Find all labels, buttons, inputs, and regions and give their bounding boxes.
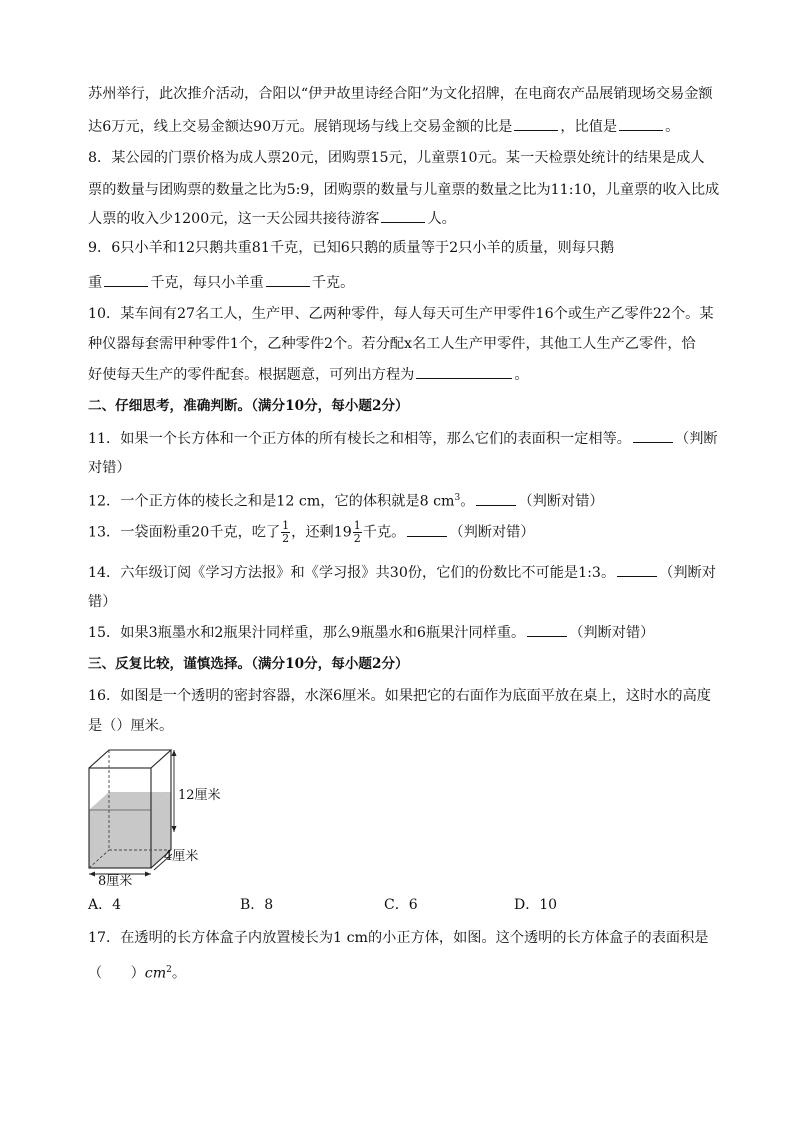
fraction: $\frac{1}{2}$ <box>353 519 361 545</box>
question-text: 16．如图是一个透明的密封容器，水深6厘米。如果把它的右面作为底面平放在桌上，这时水的高度 <box>88 688 711 704</box>
paragraph-text: 苏州举行，此次推介活动，合阳以“伊尹故里诗经合阳”为文化招牌，在电商农产品展销现场交易金额 <box>88 86 713 102</box>
question-text: 票的数量与团购票的数量之比为5:9，团购票的数量与儿童票的数量之比为11:10，儿童票的收入比成 <box>88 182 720 198</box>
top-face <box>89 750 171 768</box>
question-text: 重 <box>88 275 103 291</box>
text-line-1 <box>88 84 713 104</box>
question-text: 。 <box>460 493 475 510</box>
question-10-line-2 <box>88 334 708 354</box>
question-text: 12．一个正方体的棱长之和是12 cm，它的体积就是8 cm <box>88 493 455 510</box>
section-title: 二、仔细思考，准确判断。（满分10分，每小题2分） <box>88 398 409 414</box>
section-3-heading <box>88 654 708 674</box>
cuboid-container-figure <box>84 744 244 886</box>
question-17-line-1 <box>88 928 708 948</box>
question-8-line-2 <box>88 180 720 200</box>
arrow-head <box>145 872 151 877</box>
arrow-head <box>89 872 95 877</box>
question-text: 10．某车间有27名工人，生产甲、乙两种零件，每人每天可生产甲零件16个或生产乙零件22个。某 <box>88 306 714 322</box>
text-line-2 <box>88 116 708 137</box>
superscript: 2 <box>166 965 172 975</box>
question-text: ，还剩19 <box>291 524 352 541</box>
question-text: 是（）厘米。 <box>88 718 174 734</box>
question-text: 千克。 <box>311 275 355 291</box>
question-16-line-1 <box>88 686 711 706</box>
question-text: 错） <box>88 594 117 610</box>
question-14-line-1 <box>88 562 716 583</box>
question-text: 。 <box>171 965 187 982</box>
question-8-line-3 <box>88 208 708 229</box>
paragraph-text: 达6万元，线上交易金额达90万元。展销现场与线上交易金额的比是 <box>88 119 513 135</box>
option-c[interactable]: C．6 <box>384 897 418 913</box>
question-11-line-2 <box>88 458 708 478</box>
answer-blank[interactable] <box>619 116 663 131</box>
question-text: 千克，每只小羊重 <box>150 275 264 291</box>
question-13 <box>88 520 708 545</box>
answer-blank[interactable] <box>633 428 673 443</box>
question-15 <box>88 622 708 643</box>
question-17-line-2 <box>88 960 708 984</box>
question-text: 人。 <box>427 211 456 227</box>
option-a[interactable]: A．4 <box>88 897 122 913</box>
question-10-line-3 <box>88 364 708 385</box>
answer-blank[interactable] <box>407 522 447 537</box>
question-9-line-1 <box>88 238 708 258</box>
superscript: 3 <box>454 493 461 503</box>
arrow-head <box>172 826 177 832</box>
depth-label: 4厘米 <box>164 849 199 864</box>
question-12 <box>88 488 708 512</box>
question-text: （判断对 <box>659 565 716 581</box>
answer-blank[interactable] <box>381 208 425 223</box>
question-text: 人票的收入少1200元，这一天公园共接待游客 <box>88 211 380 227</box>
question-8-line-1 <box>88 148 708 168</box>
section-title: 三、反复比较，谨慎选择。（满分10分，每小题2分） <box>88 656 409 672</box>
question-text: 8．某公园的门票价格为成人票20元，团购票15元，儿童票10元。某一天检票处统计的结果是成人 <box>88 150 705 166</box>
question-text: 15．如果3瓶墨水和2瓶果汁同样重，那么9瓶墨水和6瓶果汁同样重。 <box>88 625 526 641</box>
answer-blank[interactable] <box>617 562 657 577</box>
answer-parentheses[interactable]: （ ） <box>88 965 145 982</box>
answer-blank[interactable] <box>476 491 516 506</box>
question-text: （判断对错） <box>449 524 535 541</box>
question-10-line-1 <box>88 304 714 324</box>
unit-text: cm <box>144 965 167 982</box>
answer-blank[interactable] <box>416 364 512 379</box>
option-d[interactable]: D．10 <box>514 897 558 913</box>
paragraph-text: ，比值是 <box>560 119 618 135</box>
question-text: 对错） <box>88 460 131 476</box>
answer-blank[interactable] <box>266 272 310 287</box>
width-label: 8厘米 <box>98 874 133 886</box>
question-text: 11．如果一个长方体和一个正方体的所有棱长之和相等，那么它们的表面积一定相等。 <box>88 431 631 447</box>
question-text: 种仪器每套需甲种零件1个，乙种零件2个。若分配x名工人生产甲零件，其他工人生产乙零件，恰 <box>88 336 696 352</box>
paragraph-text: 。 <box>665 119 680 135</box>
height-label: 12厘米 <box>178 788 221 803</box>
question-text: （判断对错） <box>518 493 604 510</box>
question-text: 好使每天生产的零件配套。根据题意，可列出方程为 <box>88 367 415 383</box>
question-11-line-1 <box>88 428 718 449</box>
question-text: 9．6只小羊和12只鹅共重81千克，已知6只鹅的质量等于2只小羊的质量，则每只鹅 <box>88 240 615 256</box>
question-text: （判断 <box>675 431 718 447</box>
answer-blank[interactable] <box>527 622 567 637</box>
option-b[interactable]: B．8 <box>240 897 274 913</box>
question-text: 13．一袋面粉重20千克，吃了 <box>88 524 281 541</box>
question-text: 千克。 <box>362 524 406 541</box>
question-16-line-2 <box>88 716 708 736</box>
question-text: 14．六年级订阅《学习方法报》和《学习报》共30份，它们的份数比不可能是1:3。 <box>88 565 616 581</box>
question-text: 17．在透明的长方体盒子内放置棱长为1 cm的小正方体，如图。这个透明的长方体盒子的表面积是 <box>88 930 709 946</box>
question-text: 。 <box>514 367 529 383</box>
answer-blank[interactable] <box>514 116 558 131</box>
answer-blank[interactable] <box>104 272 148 287</box>
question-14-line-2 <box>88 592 708 612</box>
question-9-line-2 <box>88 272 708 293</box>
question-text: （判断对错） <box>569 625 655 641</box>
fraction: $\frac{1}{2}$ <box>282 519 290 545</box>
section-2-heading <box>88 396 708 416</box>
arrow-head <box>172 750 177 756</box>
